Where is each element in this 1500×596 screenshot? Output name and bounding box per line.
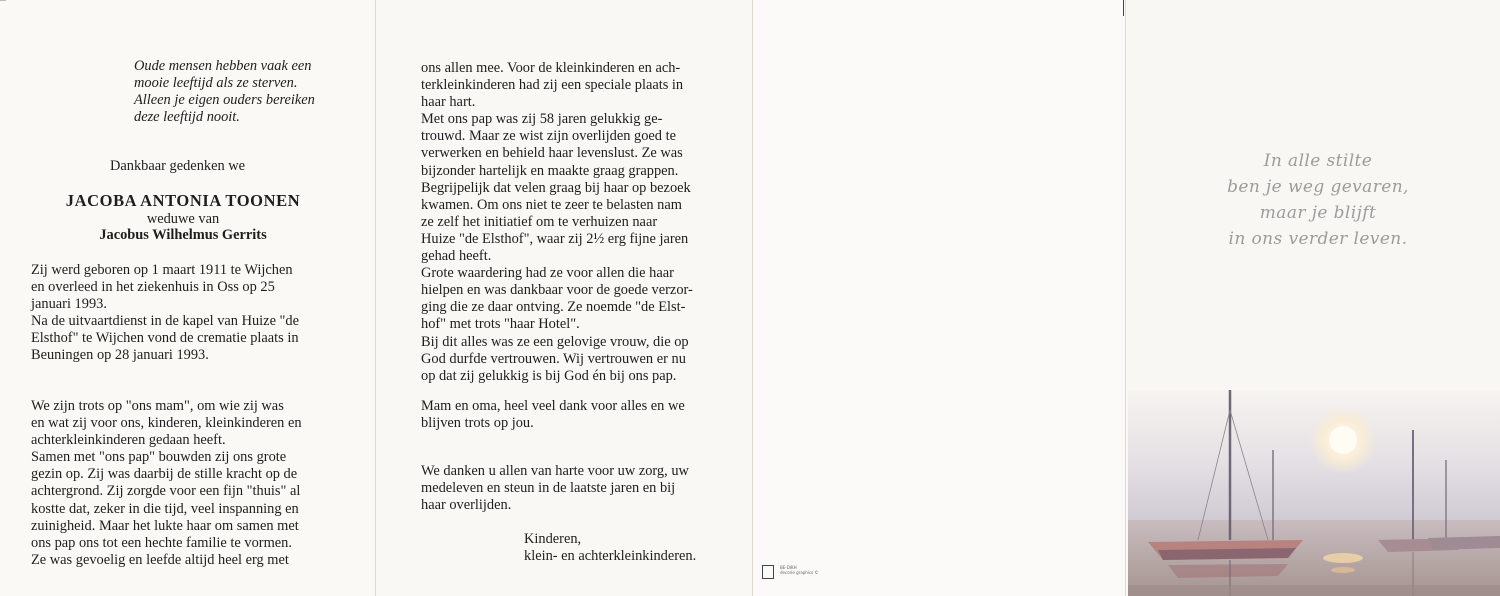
tribute-continued xyxy=(421,60,722,385)
text-line: januari 1993. xyxy=(31,296,107,313)
cover-poem-line: in ons verder leven. xyxy=(1228,229,1408,249)
text-line: ze zelf het initiatief om te verhuizen naar xyxy=(421,213,658,230)
text-line: Huize "de Elsthof", waar zij 2½ erg fijne jaren xyxy=(421,230,689,247)
text-line: Elsthof" te Wijchen vond de crematie plaats in xyxy=(31,330,299,347)
intro-poem-line: deze leeftijd nooit. xyxy=(134,109,240,126)
closing-paragraph xyxy=(421,463,722,514)
intro-poem-line: mooie leeftijd als ze sterven. xyxy=(134,75,298,92)
text-line: Met ons pap was zij 58 jaren gelukkig ge- xyxy=(421,111,663,128)
text-line: op dat zij gelukkig is bij God én bij ons pap. xyxy=(421,367,677,384)
trim-mark xyxy=(0,0,6,1)
memorial-intro: Dankbaar gedenken we xyxy=(110,158,246,174)
text-line: We zijn trots op "ons mam", om wie zij was xyxy=(31,398,284,414)
text-line: achtergrond. Zij zorgde voor een fijn "thuis" al xyxy=(31,483,301,500)
cover-poem xyxy=(1198,148,1438,252)
text-line: Mam en oma, heel veel dank voor alles en we xyxy=(421,398,685,414)
signature xyxy=(524,531,734,565)
thanks-paragraph xyxy=(421,398,722,432)
text-line: kwamen. Om ons niet te zeer te belasten nam xyxy=(421,196,682,213)
fold-line xyxy=(1125,0,1126,596)
text-line: verwerken en behield haar levenslust. Ze was xyxy=(421,145,683,162)
sailboat-painting-image xyxy=(1128,390,1500,596)
biography-paragraph xyxy=(31,262,334,365)
cover-poem-line: ben je weg gevaren, xyxy=(1227,177,1409,197)
text-line: God durfde vertrouwen. Wij vertrouwen er nu xyxy=(421,350,686,367)
text-line: zuinigheid. Maar het lukte haar om samen met xyxy=(31,517,299,534)
sailboat-painting xyxy=(1128,390,1500,596)
text-line: Samen met "ons pap" bouwden zij ons grote xyxy=(31,449,287,466)
text-line: ons pap ons tot een hechte familie te vormen. xyxy=(31,534,292,551)
text-line: ons allen mee. Voor de kleinkinderen en ach- xyxy=(421,60,681,76)
intro-poem-line: Alleen je eigen ouders bereiken xyxy=(134,92,315,109)
signature-line: klein- en achterkleinkinderen. xyxy=(524,548,697,565)
cover-poem-line: maar je blijft xyxy=(1259,203,1377,223)
text-line: Grote waardering had ze voor allen die haar xyxy=(421,265,674,282)
text-line: ging die ze daar ontving. Ze noemde "de Elst- xyxy=(421,299,686,316)
text-line: en wat zij voor ons, kinderen, kleinkinderen en xyxy=(31,415,302,432)
printer-logo-icon xyxy=(762,565,774,579)
back-cover-panel xyxy=(752,0,1125,596)
text-line: gezin op. Zij was daarbij de stille kracht op de xyxy=(31,466,298,483)
text-line: en overleed in het ziekenhuis in Oss op 25 xyxy=(31,279,275,296)
printer-logo-text: BE-DIKH decorie graphics © xyxy=(780,565,819,575)
text-line: Ze was gevoelig en leefde altijd heel erg met xyxy=(31,551,289,568)
text-line: hof" met trots "haar Hotel". xyxy=(421,316,580,333)
cover-poem-line: In alle stilte xyxy=(1263,151,1373,171)
text-line: blijven trots op jou. xyxy=(421,415,534,432)
fold-line xyxy=(375,0,376,596)
text-line: kostte dat, zeker in die tijd, veel inspanning en xyxy=(31,500,299,517)
text-line: medeleven en steun in de laatste jaren en bij xyxy=(421,480,676,497)
fold-line xyxy=(752,0,753,596)
trim-mark xyxy=(1123,0,1124,16)
text-line: haar hart. xyxy=(421,94,476,111)
text-line: Bij dit alles was ze een gelovige vrouw, die op xyxy=(421,333,689,350)
text-line: gehad heeft. xyxy=(421,248,492,265)
text-line: hielpen en was dankbaar voor de goede verzor- xyxy=(421,282,693,299)
text-line: Zij werd geboren op 1 maart 1911 te Wijchen xyxy=(31,262,293,278)
text-line: bijzonder hartelijk en maakte graag grappen. xyxy=(421,162,679,179)
spouse-name: Jacobus Wilhelmus Gerrits xyxy=(99,227,267,243)
printer-logo xyxy=(762,565,819,583)
text-line: trouwd. Maar ze wist zijn overlijden goed te xyxy=(421,128,676,145)
text-line: Beuningen op 28 januari 1993. xyxy=(31,347,209,364)
deceased-name: JACOBA ANTONIA TOONEN xyxy=(65,191,301,210)
text-line: Na de uitvaartdienst in de kapel van Huize "de xyxy=(31,313,300,330)
text-line: haar overlijden. xyxy=(421,497,512,514)
text-line: terkleinkinderen had zij een speciale plaats in xyxy=(421,77,684,94)
relation: weduwe van xyxy=(146,211,220,227)
signature-line: Kinderen, xyxy=(524,531,582,547)
text-line: Begrijpelijk dat velen graag bij haar op bezoek xyxy=(421,179,691,196)
text-line: achterkleinkinderen gedaan heeft. xyxy=(31,432,226,449)
memorial-heading xyxy=(30,190,336,244)
text-line: We danken u allen van harte voor uw zorg, uw xyxy=(421,463,689,479)
intro-poem-line: Oude mensen hebben vaak een xyxy=(134,58,312,74)
tribute-paragraph xyxy=(31,398,334,569)
intro-poem xyxy=(134,58,374,126)
